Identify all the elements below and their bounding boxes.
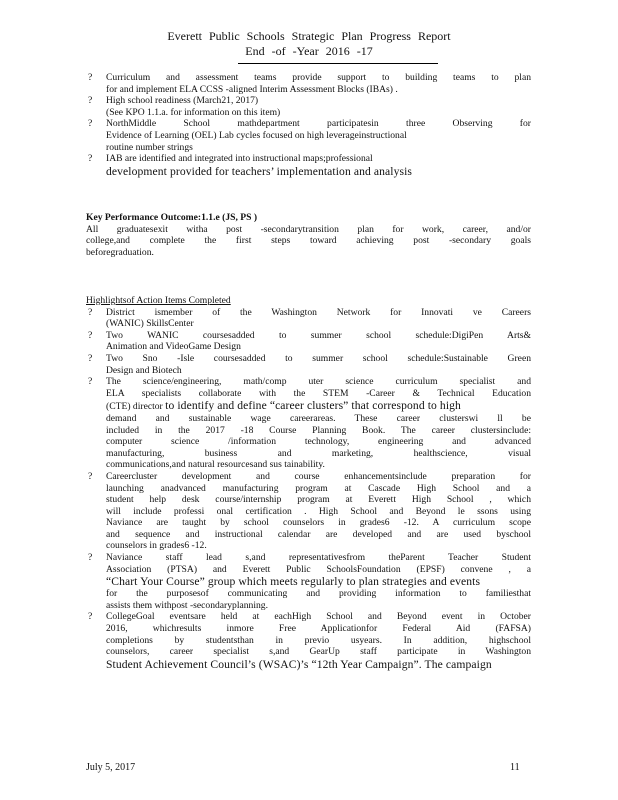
bullet-marker-icon: ? — [88, 352, 93, 364]
bullet-marker-icon: ? — [88, 329, 93, 341]
kpo-heading: Key Performance Outcome:1.1.e (JS, PS ) — [86, 212, 258, 223]
bullet-marker-icon: ? — [88, 470, 93, 482]
list-item: ? District ismember of the Washington Network for Innovati ve Careers (WANIC) SkillsCenter — [88, 306, 531, 330]
bullet-marker-icon: ? — [88, 611, 93, 623]
list-item: ? IAB are identified and integrated into instructional maps;professional development provided for teachers’ implementation and analysis — [88, 153, 413, 178]
bullet-marker-icon: ? — [88, 306, 93, 318]
page-number: 11 — [510, 762, 520, 773]
bullet-marker-icon: ? — [88, 95, 93, 107]
list-item: ? Curriculum and assessment teams provide support to building teams to plan for and implement ELA CCSS -aligned Interim Assessment Blocks (IBAs) . — [88, 72, 531, 95]
list-item: ? Careercluster development and course enhancementsinclude preparation for launching anadvanced manufacturing program at Cascade High School and a student help desk course/internship program at Everett High School , which will include professi onal certification . High School and Beyond le ssons using Naviance are taught by school counselors in grades6 -12. A curriculum scope and sequence and instructional calendar are developed and are used byschool counselors in grades6 -12. — [88, 470, 531, 552]
list-item: ? NorthMiddle School mathdepartment participatesin three Observing for Evidence of Learning (OEL) Lab cycles focused on high leverageinstructional routine number strings — [88, 118, 531, 153]
title-underline — [238, 63, 438, 64]
bullet-marker-icon: ? — [88, 376, 93, 388]
bullet-marker-icon: ? — [88, 153, 93, 165]
list-item: ? Naviance staff lead s,and representativesfrom theParent Teacher Student Association (PTSA) and Everett Public SchoolsFoundation (EPSF) convene , a “Chart Your Course” group which meets regularly to plan strategies and events for the purposesof communicating and providing information to familiesthat assists them withpost -secondaryplanning. — [88, 552, 531, 611]
bullet-marker-icon: ? — [88, 72, 93, 83]
list-item: ? High school readiness (March21, 2017) (See KPO 1.1.a. for information on this item) — [88, 95, 281, 118]
top-bullet-list — [86, 72, 531, 178]
list-item: ? Two Sno -Isle coursesadded to summer school schedule:Sustainable Green Design and Biotech — [88, 352, 531, 376]
bullet-marker-icon: ? — [88, 118, 93, 130]
highlights-section — [86, 295, 531, 671]
report-title-line1: Everett Public Schools Strategic Plan Progress Report — [167, 29, 451, 43]
report-title-line2: End -of -Year 2016 -17 — [245, 44, 373, 58]
key-performance-outcome: Key Performance Outcome:1.1.e (JS, PS ) All graduatesexit witha post -secondarytransition plan for work, career, and/or college,and complete the first steps toward achieving post -secondary goals beforegraduation. — [86, 212, 531, 258]
list-item: ? The science/engineering, math/comp uter science curriculum specialist and ELA specialists collaborate with the STEM -Career & Technical Education (CTE) director to identify and define “career clusters” that correspond to high demand and sustainable wage careerareas. These career clusterswi ll be included in the 2017 -18 Course Planning Book. The career clustersinclude: computer science /information technology, engineering and advanced manufacturing, business and marketing, healthscience, visual communications,and natural resourcesand sus tainability. — [88, 376, 531, 471]
bullet-marker-icon: ? — [88, 552, 93, 564]
list-item: ? CollegeGoal eventsare held at eachHigh School and Beyond event in October 2016, whichresults inmore Free Applicationfor Federal Aid (FAFSA) completions by studentsthan in previo usyears. In addition, highschool counselors, career specialist s,and GearUp staff participate in Washington Student Achievement Council’s (WSAC)’s “12th Year Campaign”. The campaign — [88, 611, 531, 671]
list-item: ? Two WANIC coursesadded to summer school schedule:DigiPen Arts& Animation and VideoGame Design — [88, 329, 531, 353]
highlights-heading: Highlightsof Action Items Completed — [86, 295, 231, 306]
footer-date: July 5, 2017 — [86, 762, 136, 773]
